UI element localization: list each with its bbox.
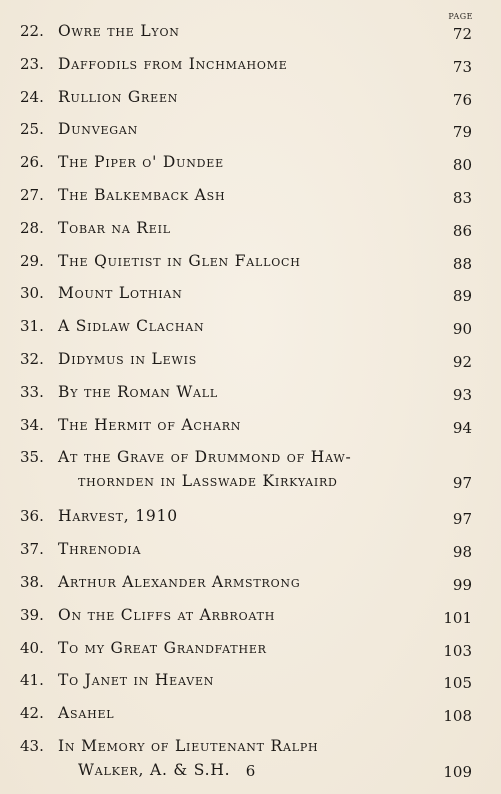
entry-title: Didymus in Lewis [58, 349, 198, 368]
entry-title: Mount Lothian [58, 284, 183, 303]
entry-title-line2: thornden in Lasswade Kirkyaird [78, 472, 338, 491]
entry-number: 32. [20, 349, 44, 368]
entry-number: 39. [20, 605, 44, 624]
toc-entry [0, 667, 501, 700]
entry-page-number: 105 [443, 674, 472, 693]
page-column-header: PAGE [448, 12, 473, 21]
entry-title-line1: At the Grave of Drummond of Haw- [58, 448, 352, 467]
entry-page-number: 72 [452, 25, 472, 43]
entry-number: 43. [20, 736, 44, 755]
toc-entry [0, 635, 501, 668]
entry-title: Rullion Green [58, 87, 179, 106]
toc-entry [0, 536, 501, 569]
entry-page-number: 94 [452, 418, 472, 437]
entry-title-line1: In Memory of Lieutenant Ralph [58, 736, 319, 755]
entry-title: The Piper o' Dundee [58, 153, 224, 172]
entry-page-number: 101 [443, 608, 472, 627]
entry-number: 29. [20, 251, 44, 270]
entry-page-number: 99 [452, 575, 472, 594]
toc-entry [0, 280, 501, 313]
toc-entry [0, 503, 501, 536]
entry-number: 24. [20, 87, 44, 106]
entry-page-number: 109 [443, 762, 472, 781]
entry-title: To Janet in Heaven [58, 671, 215, 690]
toc-entry [0, 18, 501, 51]
entry-number: 37. [20, 540, 44, 559]
entry-page-number: 88 [452, 254, 472, 273]
toc-entry [0, 313, 501, 346]
entry-page-number: 93 [452, 385, 472, 404]
entry-title: Arthur Alexander Armstrong [58, 572, 301, 591]
entry-title: The Quietist in Glen Falloch [58, 251, 301, 270]
entry-title: By the Roman Wall [58, 382, 218, 401]
entry-page-number: 97 [452, 510, 472, 529]
entry-title: A Sidlaw Clachan [58, 317, 205, 336]
toc-entry [0, 149, 501, 182]
entry-number: 26. [20, 153, 44, 172]
entry-page-number: 98 [452, 543, 472, 562]
entry-title: Asahel [58, 704, 115, 723]
entry-page-number: 80 [452, 156, 472, 175]
table-of-contents [0, 18, 501, 792]
toc-entry [0, 116, 501, 149]
entry-title: To my Great Grandfather [58, 638, 267, 657]
toc-entry [0, 248, 501, 281]
entry-title: Tobar na Reil [58, 218, 171, 237]
entry-page-number: 79 [452, 123, 472, 142]
entry-title: Dunvegan [58, 120, 139, 139]
entry-number: 23. [20, 54, 44, 73]
entry-number: 35. [20, 448, 44, 467]
entry-title [58, 445, 428, 493]
entry-page-number: 89 [452, 287, 472, 306]
toc-entry [0, 51, 501, 84]
entry-number: 34. [20, 415, 44, 434]
entry-number: 41. [20, 671, 44, 690]
entry-number: 38. [20, 572, 44, 591]
entry-page-number: 92 [452, 352, 472, 371]
entry-number: 27. [20, 185, 44, 204]
entry-page-number: 90 [452, 320, 472, 339]
toc-entry [0, 215, 501, 248]
entry-title: Threnodia [58, 540, 142, 559]
toc-entry [0, 444, 501, 503]
entry-page-number: 73 [452, 57, 472, 76]
toc-entry [0, 700, 501, 733]
entry-title: The Hermit of Acharn [58, 415, 242, 434]
entry-title: Daffodils from Inchmahome [58, 54, 288, 73]
toc-entry [0, 346, 501, 379]
entry-title: Harvest, 1910 [58, 507, 178, 526]
toc-entry [0, 569, 501, 602]
toc-entry [0, 182, 501, 215]
page-folio: 6 [245, 762, 256, 780]
entry-number: 33. [20, 382, 44, 401]
entry-number: 36. [20, 507, 44, 526]
entry-title: Owre the Lyon [58, 22, 180, 40]
entry-page-number: 108 [443, 707, 472, 726]
entry-title: The Balkemback Ash [58, 185, 226, 204]
entry-number: 22. [20, 22, 44, 40]
entry-number: 30. [20, 284, 44, 303]
toc-entry [0, 84, 501, 117]
entry-title-line2: Walker, A. & S.H. [78, 760, 231, 779]
entry-number: 42. [20, 704, 44, 723]
entry-page-number: 97 [452, 474, 472, 493]
entry-number: 40. [20, 638, 44, 657]
toc-entry [0, 602, 501, 635]
entry-page-number: 103 [443, 641, 472, 660]
entry-page-number: 76 [452, 90, 472, 109]
entry-number: 31. [20, 317, 44, 336]
toc-entry [0, 379, 501, 412]
entry-number: 28. [20, 218, 44, 237]
toc-entry [0, 412, 501, 445]
entry-number: 25. [20, 120, 44, 139]
entry-title: On the Cliffs at Arbroath [58, 605, 276, 624]
entry-page-number: 83 [452, 188, 472, 207]
entry-page-number: 86 [452, 221, 472, 240]
